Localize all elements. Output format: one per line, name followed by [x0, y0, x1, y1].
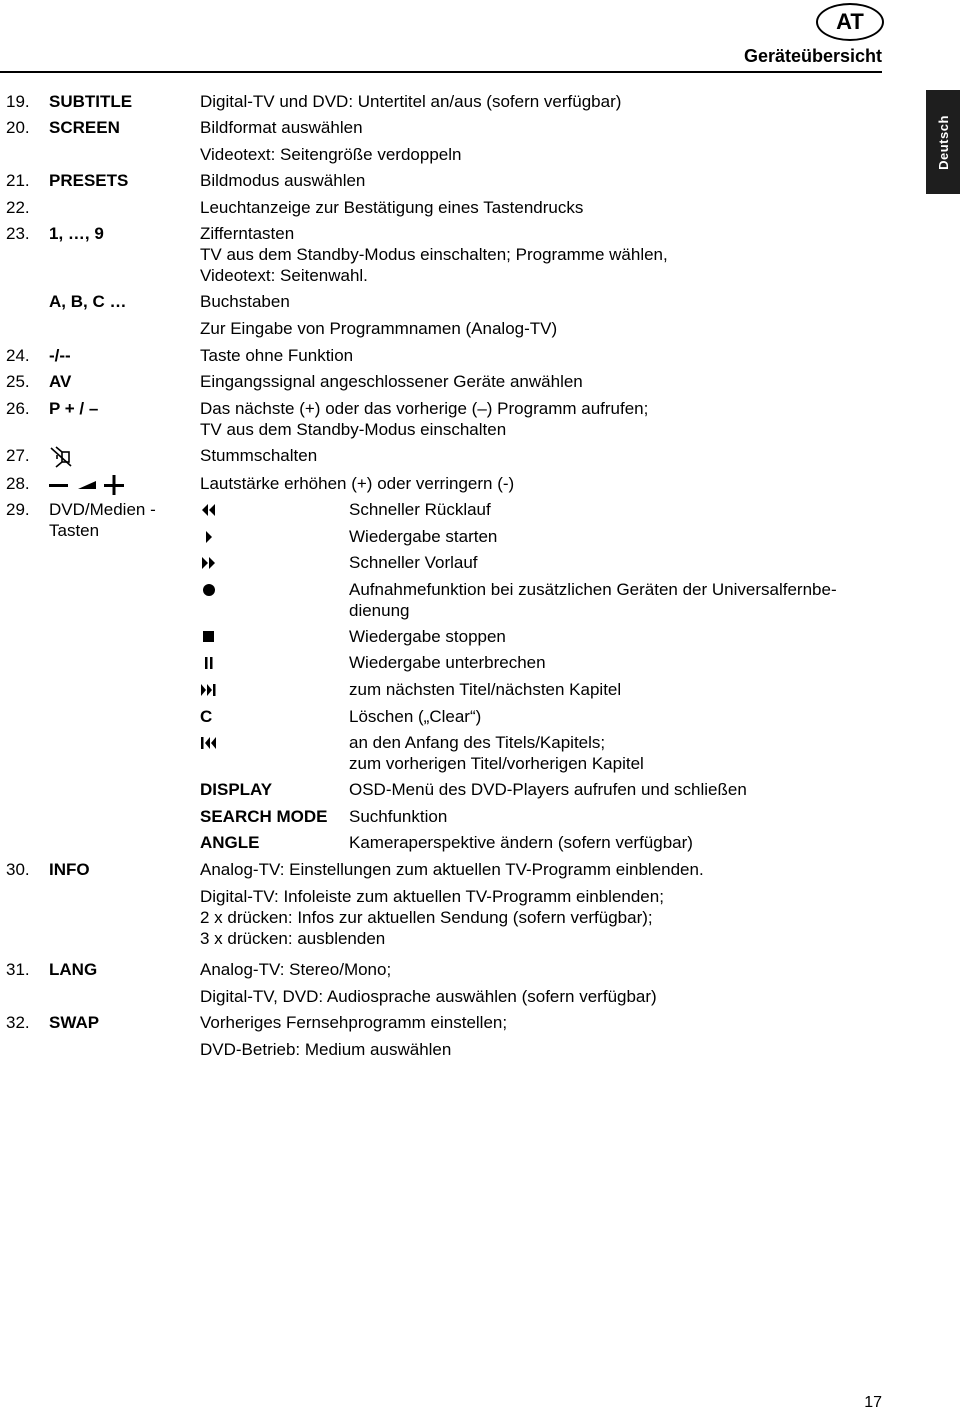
item-number: 25. [6, 372, 30, 391]
item-number: 19. [6, 92, 30, 111]
description: Kameraperspektive ändern (sofern verfügbar) [349, 833, 693, 852]
key-label: Tasten [49, 521, 100, 540]
description: Zur Eingabe von Programmnamen (Analog-TV) [200, 319, 558, 338]
description: 2 x drücken: Infos zur aktuellen Sendung (sofern verfügbar); [200, 908, 653, 927]
description: Wiedergabe starten [349, 527, 498, 546]
description: Lautstärke erhöhen (+) oder verringern (-) [200, 474, 515, 493]
key-label: INFO [49, 860, 90, 879]
key-label: SCREEN [49, 118, 120, 137]
description: zum vorherigen Titel/vorherigen Kapitel [349, 754, 644, 773]
language-tab [926, 90, 960, 194]
play-icon [204, 530, 216, 544]
description: Suchfunktion [349, 807, 448, 826]
item-number: 23. [6, 224, 30, 243]
item-number: 22. [6, 198, 30, 217]
description: Bildmodus auswählen [200, 171, 366, 190]
description: dienung [349, 601, 410, 620]
item-number: 28. [6, 474, 30, 493]
key-label: ANGLE [200, 833, 260, 852]
description: Eingangssignal angeschlossener Geräte anwählen [200, 372, 583, 391]
country-badge [816, 3, 884, 41]
description: Stummschalten [200, 446, 318, 465]
next-track-icon [200, 683, 218, 697]
description: an den Anfang des Titels/Kapitels; [349, 733, 606, 752]
item-number: 26. [6, 399, 30, 418]
description: Analog-TV: Einstellungen zum aktuellen TV-Programm einblenden. [200, 860, 704, 879]
key-label: DVD/Medien - [49, 500, 156, 519]
description: Digital-TV: Infoleiste zum aktuellen TV-Programm einblenden; [200, 887, 664, 906]
key-label: P + / – [49, 399, 99, 418]
item-number: 24. [6, 346, 30, 365]
mute-icon [49, 446, 75, 468]
key-label: AV [49, 372, 72, 391]
description: Schneller Vorlauf [349, 553, 478, 572]
description: Videotext: Seitengröße verdoppeln [200, 145, 462, 164]
description: Digital-TV, DVD: Audiosprache auswählen (sofern verfügbar) [200, 987, 657, 1006]
description: Wiedergabe stoppen [349, 627, 506, 646]
description: Löschen („Clear“) [349, 707, 482, 726]
key-label: SEARCH MODE [200, 807, 328, 826]
volume-icon [48, 474, 128, 496]
description: Leuchtanzeige zur Bestätigung eines Tastendrucks [200, 198, 584, 217]
key-label: -/-- [49, 346, 71, 365]
description: TV aus dem Standby-Modus einschalten [200, 420, 507, 439]
item-number: 27. [6, 446, 30, 465]
description: Bildformat auswählen [200, 118, 363, 137]
description: DVD-Betrieb: Medium auswählen [200, 1040, 452, 1059]
key-label: A, B, C … [49, 292, 127, 311]
item-number: 32. [6, 1013, 30, 1032]
pause-icon [203, 656, 215, 670]
key-label: PRESETS [49, 171, 129, 190]
description: Analog-TV: Stereo/Mono; [200, 960, 392, 979]
fast-forward-icon [200, 556, 218, 570]
description: Digital-TV und DVD: Untertitel an/aus (sofern verfügbar) [200, 92, 622, 111]
description: Vorheriges Fernsehprogramm einstellen; [200, 1013, 508, 1032]
description: Videotext: Seitenwahl. [200, 266, 368, 285]
page-number: 17 [864, 1394, 882, 1411]
description: Aufnahmefunktion bei zusätzlichen Geräten der Universalfernbe- [349, 580, 837, 599]
key-label: LANG [49, 960, 98, 979]
key-label: SUBTITLE [49, 92, 133, 111]
key-label: SWAP [49, 1013, 100, 1032]
description: Zifferntasten [200, 224, 295, 243]
rewind-icon [200, 503, 218, 517]
key-label: C [200, 707, 213, 726]
key-label: 1, …, 9 [49, 224, 104, 243]
section-title: Geräteübersicht [743, 46, 882, 66]
stop-icon [202, 630, 216, 644]
item-number: 21. [6, 171, 30, 190]
description: TV aus dem Standby-Modus einschalten; Programme wählen, [200, 245, 668, 264]
previous-track-icon [200, 736, 218, 750]
description: 3 x drücken: ausblenden [200, 929, 386, 948]
item-number: 20. [6, 118, 30, 137]
record-icon [201, 582, 217, 598]
description: Wiedergabe unterbrechen [349, 653, 546, 672]
country-code: AT [836, 9, 864, 34]
language-tab-label: Deutsch [935, 114, 951, 170]
item-number: 29. [6, 500, 30, 519]
description: Taste ohne Funktion [200, 346, 354, 365]
description: Schneller Rücklauf [349, 500, 491, 519]
description: OSD-Menü des DVD-Players aufrufen und schließen [349, 780, 747, 799]
header-divider [0, 71, 882, 73]
description: Buchstaben [200, 292, 290, 311]
item-number: 30. [6, 860, 30, 879]
description: Das nächste (+) oder das vorherige (–) Programm aufrufen; [200, 399, 649, 418]
description: zum nächsten Titel/nächsten Kapitel [349, 680, 622, 699]
item-number: 31. [6, 960, 30, 979]
key-label: DISPLAY [200, 780, 273, 799]
